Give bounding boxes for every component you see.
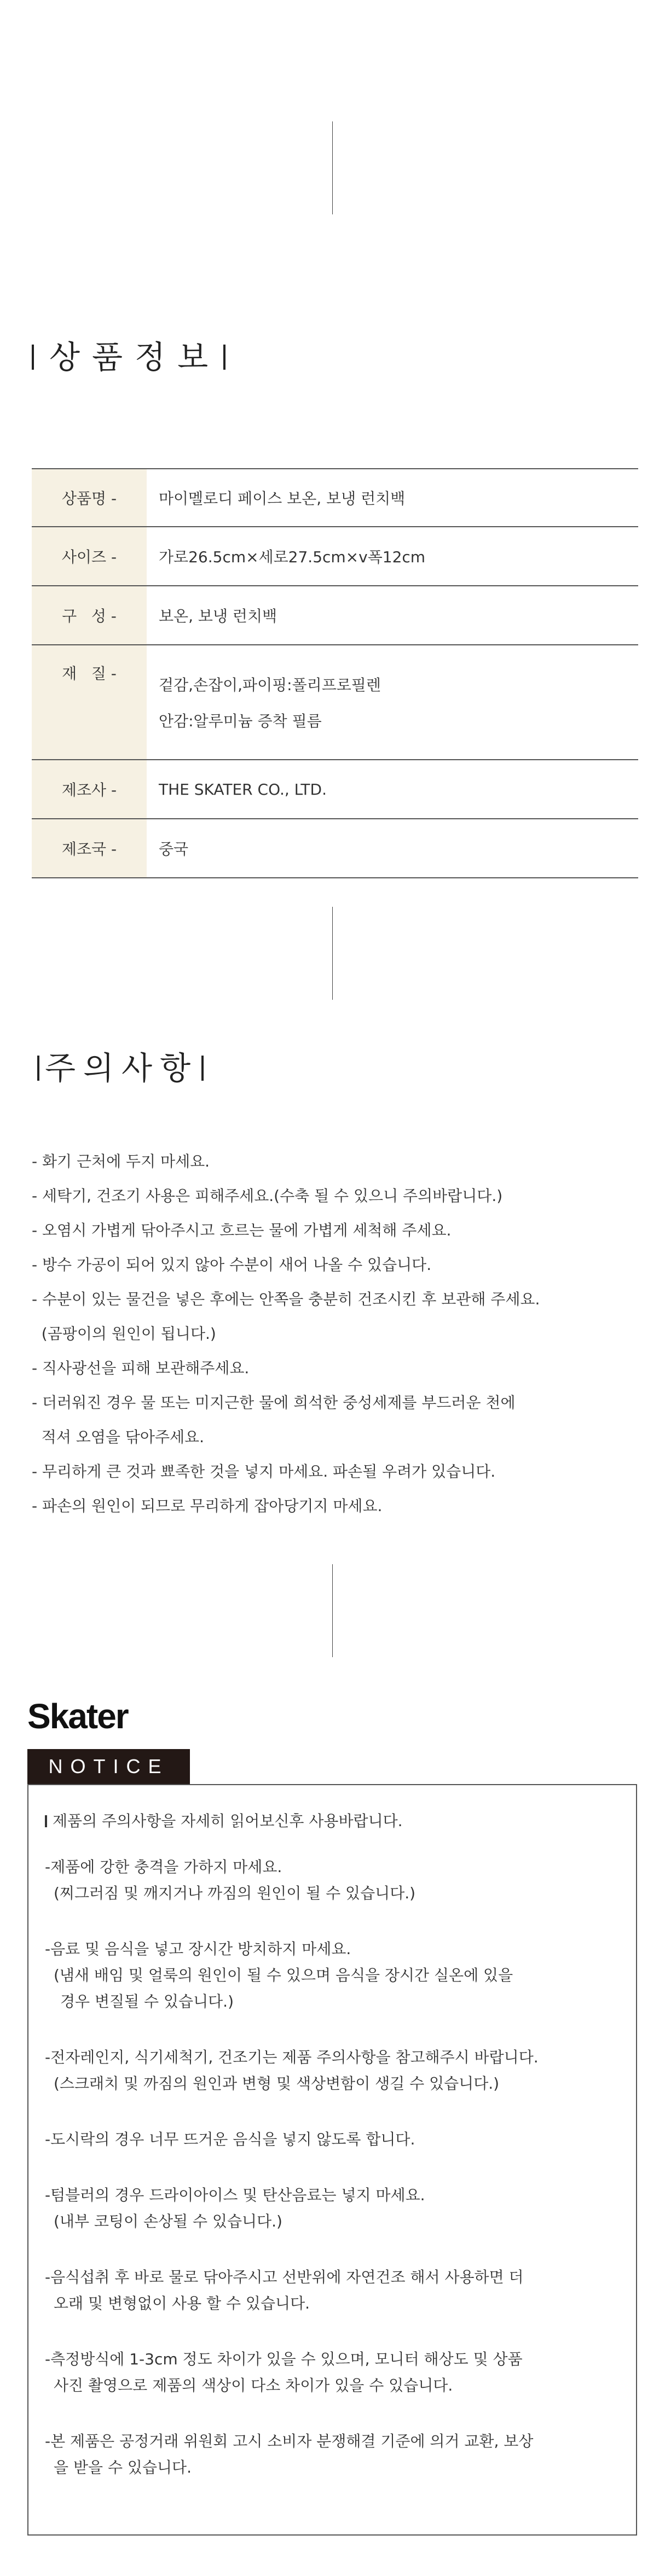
heading-bar-left <box>37 1056 39 1081</box>
table-row <box>32 469 638 527</box>
list-item <box>45 2428 539 2481</box>
notice-line: (찌그러짐 및 깨지거나 까짐의 원인이 될 수 있습니다.) <box>54 1884 416 1902</box>
row-value <box>147 645 638 760</box>
notice-line: -측정방식에 1-3cm 정도 차이가 있을 수 있으며, 모니터 해상도 및 상품 <box>45 2350 523 2368</box>
notice-tag: NOTICE <box>27 1749 190 1784</box>
table-row <box>32 586 638 645</box>
notice-line: 경우 변질될 수 있습니다.) <box>60 1992 234 2010</box>
row-value: 중국 <box>159 840 189 858</box>
caution-heading <box>37 1050 204 1087</box>
list-item <box>45 1936 539 2015</box>
notice-line: 오래 및 변형없이 사용 할 수 있습니다. <box>54 2294 310 2312</box>
notice-line: -음식섭취 후 바로 물로 닦아주시고 선반위에 자연건조 해서 사용하면 더 <box>45 2268 524 2286</box>
notice-line: -텀블러의 경우 드라이아이스 및 탄산음료는 넣지 마세요. <box>45 2186 425 2204</box>
list-item: - 파손의 원인이 되므로 무리하게 잡아당기지 마세요. <box>32 1497 383 1515</box>
notice-line: 사진 촬영으로 제품의 색상이 다소 차이가 있을 수 있습니다. <box>54 2376 453 2394</box>
row-value: THE SKATER CO., LTD. <box>159 780 327 799</box>
notice-intro-text: 제품의 주의사항을 자세히 읽어보신후 사용바랍니다. <box>53 1812 403 1830</box>
list-item: - 세탁기, 건조기 사용은 피해주세요.(수축 될 수 있으니 주의바랍니다.) <box>32 1187 503 1205</box>
list-item: - 방수 가공이 되어 있지 않아 수분이 새어 나올 수 있습니다. <box>32 1256 432 1274</box>
intro-bar-icon <box>45 1815 47 1827</box>
notice-intro <box>45 1809 403 1831</box>
row-value: 가로26.5cm×세로27.5cm×v폭12cm <box>159 548 426 566</box>
list-item <box>45 2346 539 2399</box>
list-item <box>45 2182 539 2235</box>
table-row <box>32 819 638 878</box>
notice-list <box>45 1854 539 2510</box>
notice-line: -본 제품은 공정거래 위원회 고시 소비자 분쟁해결 기준에 의거 교환, 보상 <box>45 2432 534 2450</box>
list-item: - 더러워진 경우 물 또는 미지근한 물에 희석한 중성세제를 부드러운 천에 <box>32 1394 516 1412</box>
row-label: 사이즈 - <box>32 527 147 586</box>
list-item: - 오염시 가볍게 닦아주시고 흐르는 물에 가볍게 세척해 주세요. <box>32 1221 452 1239</box>
heading-bar-left <box>32 345 34 370</box>
row-label: 구 성 - <box>32 586 147 645</box>
product-info-heading <box>32 339 225 376</box>
row-label: 상품명 - <box>32 469 147 527</box>
heading-bar-right <box>223 345 225 370</box>
notice-line: (스크래치 및 까짐의 원인과 변형 및 색상변함이 생길 수 있습니다.) <box>54 2074 500 2093</box>
list-item: (곰팡이의 원인이 됩니다.) <box>32 1325 216 1343</box>
notice-line: -도시락의 경우 너무 뜨거운 음식을 넣지 않도록 합니다. <box>45 2130 415 2148</box>
divider-line-lower <box>332 1564 333 1657</box>
notice-box <box>27 1784 637 2536</box>
row-label: 제조국 - <box>32 819 147 878</box>
product-info-table <box>32 468 638 878</box>
notice-line: (냄새 배임 및 얼룩의 원인이 될 수 있으며 음식을 장시간 실온에 있을 <box>54 1966 513 1984</box>
notice-line: -전자레인지, 식기세척기, 건조기는 제품 주의사항을 참고해주시 바랍니다. <box>45 2048 539 2066</box>
row-value: 마이멜로디 페이스 보온, 보냉 런치백 <box>159 489 406 508</box>
table-row <box>32 760 638 819</box>
list-item: - 화기 근처에 두지 마세요. <box>32 1152 210 1170</box>
notice-line: -음료 및 음식을 넣고 장시간 방치하지 마세요. <box>45 1940 351 1958</box>
notice-line: -제품에 강한 충격을 가하지 마세요. <box>45 1858 282 1876</box>
list-item: - 무리하게 큰 것과 뾰족한 것을 넣지 마세요. 파손될 우려가 있습니다. <box>32 1462 496 1481</box>
list-item <box>45 2126 539 2153</box>
table-row <box>32 645 638 760</box>
row-label: 재 질 - <box>32 645 147 760</box>
divider-line-middle <box>332 907 333 1000</box>
row-label: 제조사 - <box>32 760 147 819</box>
notice-line: (내부 코팅이 손상될 수 있습니다.) <box>54 2212 282 2230</box>
list-item: - 수분이 있는 물건을 넣은 후에는 안쪽을 충분히 건조시킨 후 보관해 주세요. <box>32 1290 540 1308</box>
skater-logo: Skater <box>27 1697 128 1736</box>
list-item <box>45 2044 539 2097</box>
caution-list <box>32 1144 540 1523</box>
notice-line: 을 받을 수 있습니다. <box>54 2458 192 2476</box>
row-value-line-2: 안감:알루미늄 증착 필름 <box>159 712 322 730</box>
table-row <box>32 527 638 586</box>
row-value-line-1: 겉감,손잡이,파이핑:폴리프로필렌 <box>159 676 381 694</box>
list-item <box>45 1854 539 1907</box>
list-item <box>45 2264 539 2317</box>
heading-bar-right <box>201 1056 204 1081</box>
caution-heading-text: 주의사항 <box>45 1050 199 1087</box>
product-info-heading-text: 상품정보 <box>49 339 221 376</box>
divider-line-top <box>332 121 333 214</box>
row-value: 보온, 보냉 런치백 <box>159 607 277 625</box>
list-item: - 직사광선을 피해 보관해주세요. <box>32 1359 250 1377</box>
list-item: 적셔 오염을 닦아주세요. <box>32 1428 204 1446</box>
